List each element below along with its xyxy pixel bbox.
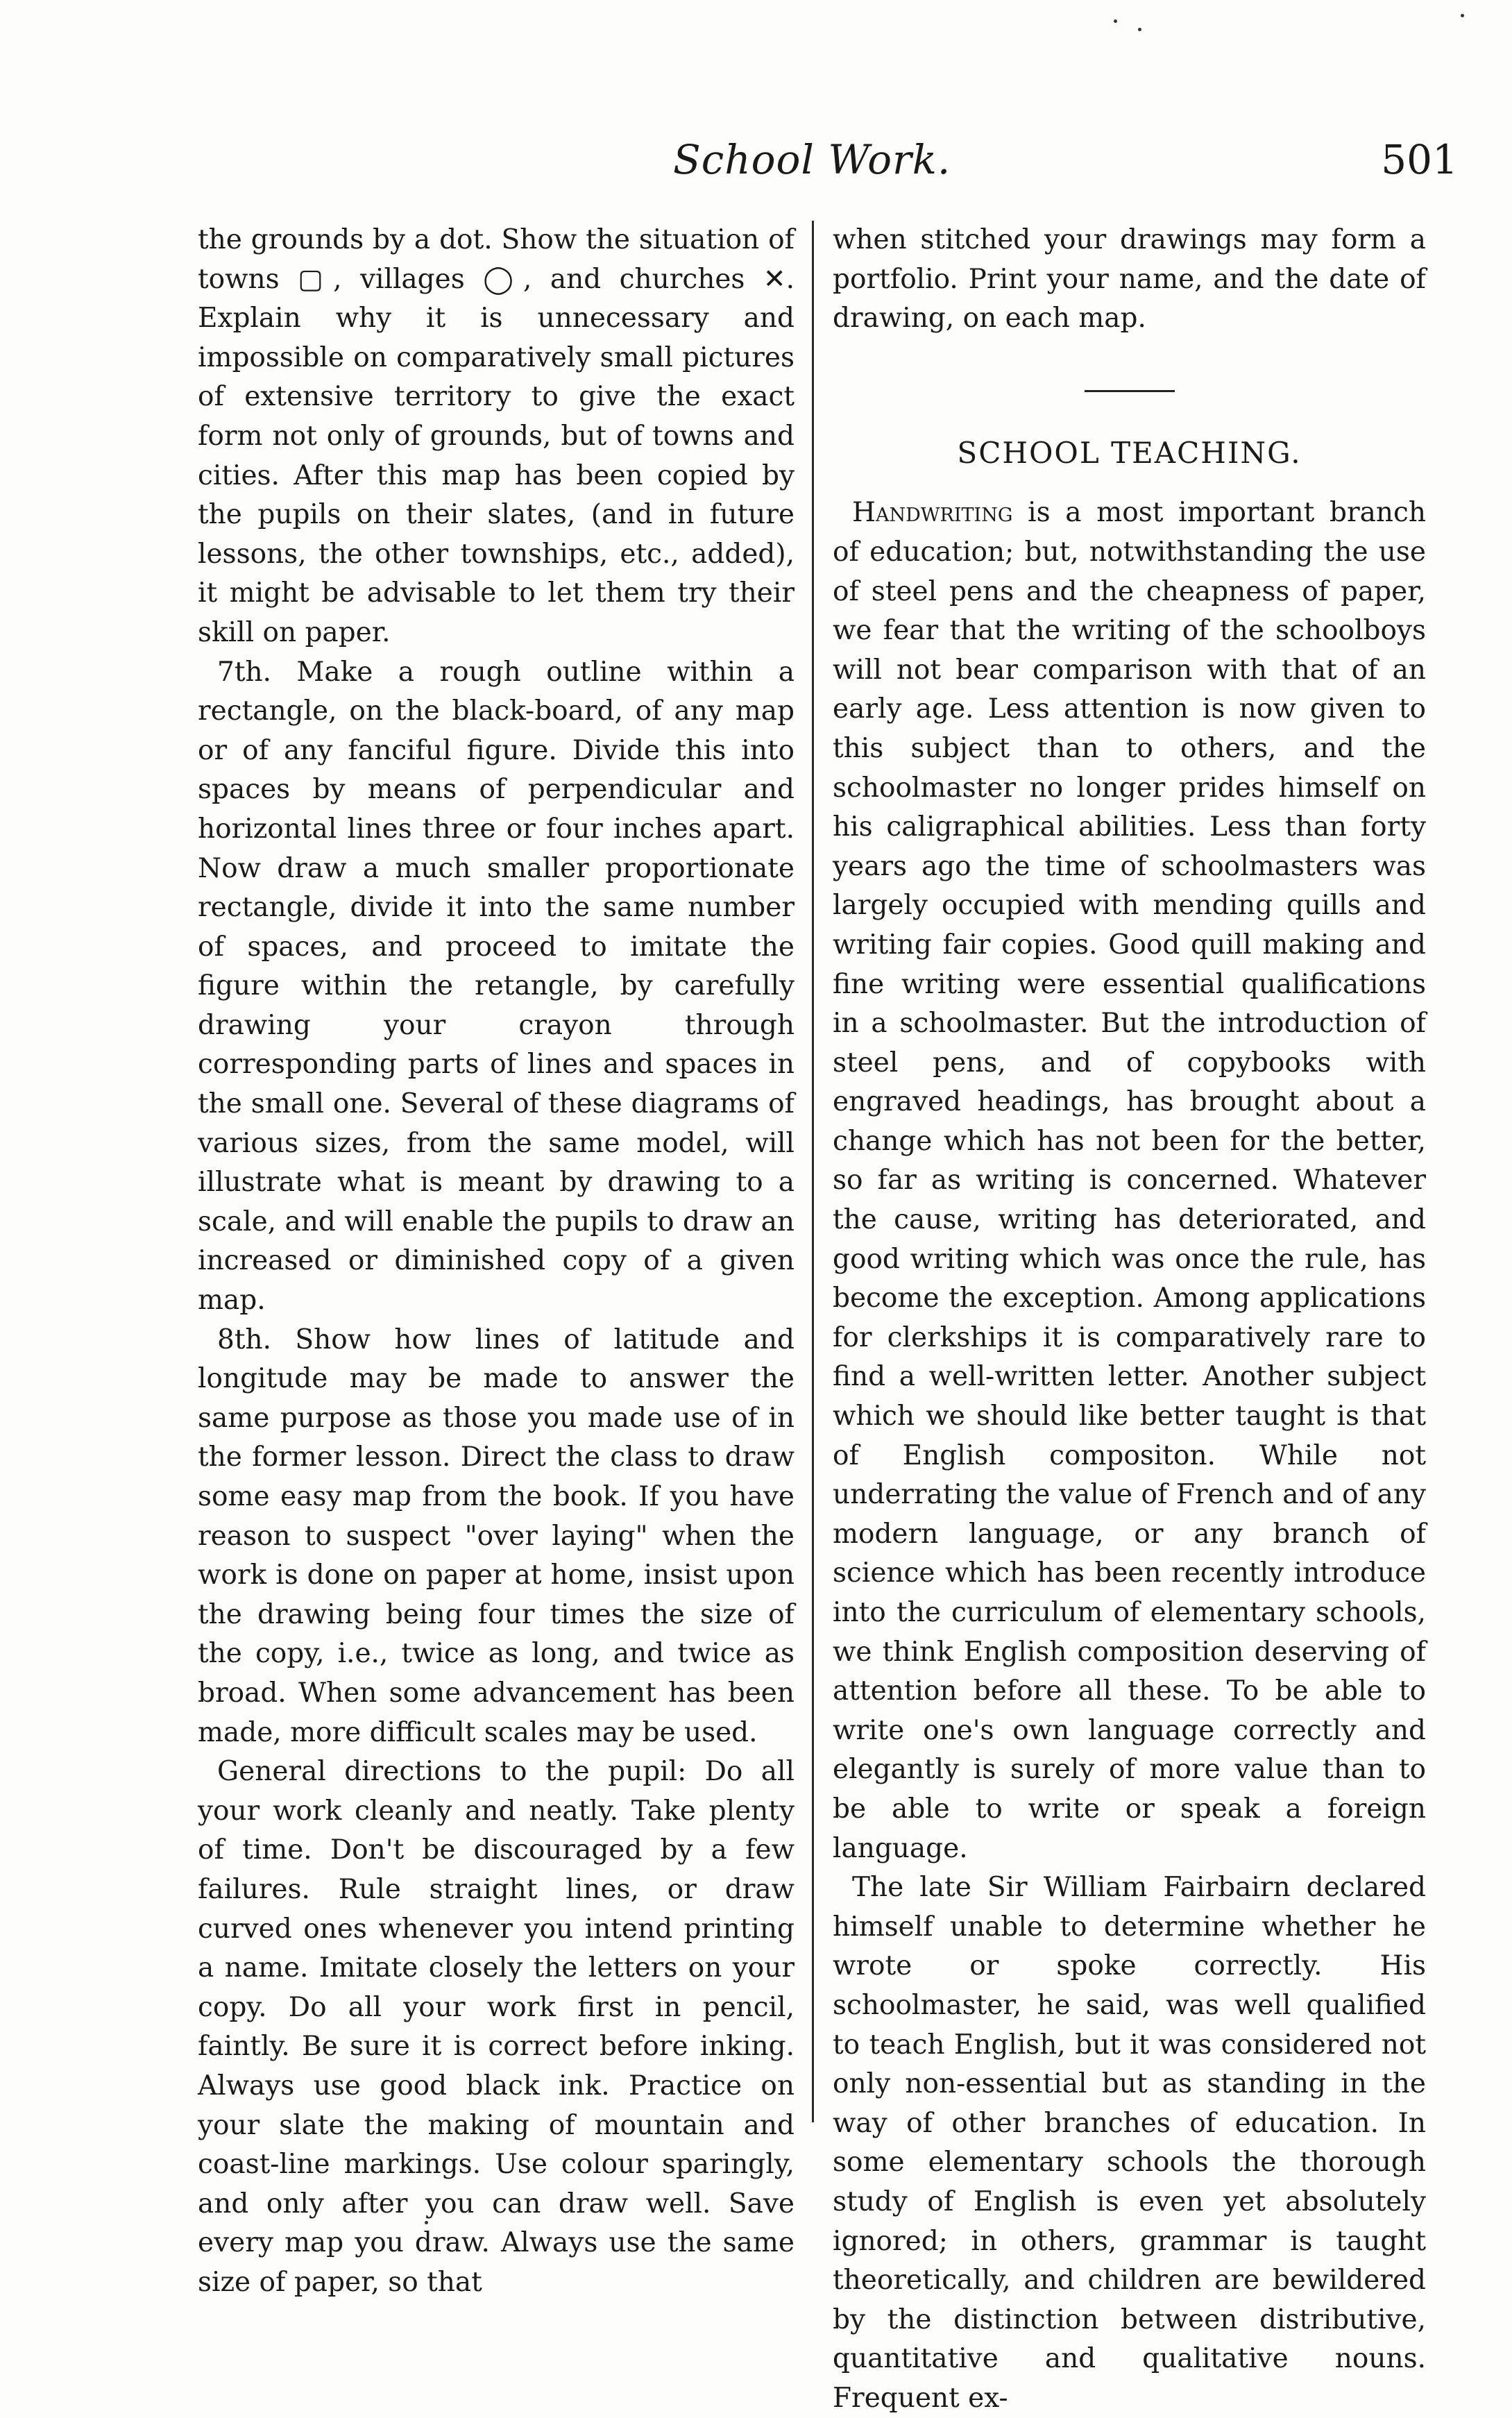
right-column (833, 221, 1426, 2418)
paragraph-grounds: the grounds by a dot. Show the situation of towns ▢, villages ◯, and churches ✕. Explain why it is unnecessary and impossible on comparatively small pictures of extensive territory to give the exact form not only of grounds, but of towns and cities. After this map has been copied by the pupils on their slates, (and in future lessons, the other townships, etc., added), it might be advisable to let them try their skill on paper. (198, 224, 795, 648)
section-divider (1085, 390, 1175, 392)
print-speck (425, 2221, 428, 2224)
paragraph-7th: 7th. Make a rough outline within a rectangle, on the black-board, of any map or of any fanciful figure. Divide this into spaces by means of perpendicular and horizontal lines three or four inches apart. Now draw a much smaller proportionate rectangle, divide it into the same number of spaces, and proceed to imitate the figure within the retangle, by carefully drawing your crayon through corresponding parts of lines and spaces in the small one. Several of these diagrams of various sizes, from the same model, will illustrate what is meant by drawing to a scale, and will enable the pupils to draw an increased or diminished copy of a given map. (198, 656, 795, 1317)
page-header (0, 136, 1512, 192)
paragraph-fairbairn: The late Sir William Fairbairn declared himself unable to determine whether he wrote or spoke correctly. His schoolmaster, he said, was well qualified to teach English, but it was considered not only non-essential but as standing in the way of other branches of education. In some elementary schools the thorough study of English is even yet absolutely ignored; in others, grammar is taught theoretically, and children are bewildered by the distinction between distributive, quantitative and qualitative nouns. Frequent ex- (833, 1872, 1426, 2414)
print-speck (1138, 28, 1141, 31)
column-divider (812, 221, 814, 2122)
paragraph-portfolio: when stitched your drawings may form a portfolio. Print your name, and the date of drawing, on each map. (833, 224, 1426, 335)
section-heading: SCHOOL TEACHING. (957, 435, 1302, 470)
lead-word: Handwriting (852, 497, 1013, 529)
running-title: School Work. (673, 136, 951, 183)
paragraph-8th: 8th. Show how lines of latitude and longitude may be made to answer the same purpose as those you made use of in the former lesson. Direct the class to draw some easy map from the book. If you have reason to suspect "over laying" when the work is done on paper at home, insist upon the drawing being four times the size of the copy, i.e., twice as long, and twice as broad. When some advancement has been made, more difficult scales may be used. (198, 1324, 795, 1748)
page-number: 501 (1381, 136, 1458, 183)
left-column (198, 221, 795, 2302)
print-speck (1461, 14, 1464, 17)
paragraph-handwriting (833, 493, 1426, 1868)
paragraph-handwriting-text: is a most important branch of education; but, notwithstanding the use of steel pens and the cheapness of paper, we fear that the writing of the schoolboys will not bear comparison with that of an early age. Less attention is now given to this subject than to others, and the schoolmaster no longer prides himself on his caligraphical abilities. Less than forty years ago the time of schoolmasters was largely occupied with mending quills and writing fair copies. Good quill making and fine writing were essential qualifications in a schoolmaster. But the introduction of steel pens, and of copybooks with engraved headings, has brought about a change which has not been for the better, so far as writing is concerned. Whatever the cause, writing has deteriorated, and good writing which was once the rule, has become the exception. Among applications for clerkships it is comparatively rare to find a well-written letter. Another subject which we should like better taught is that of English compositon. While not underrating the value of French and of any modern language, or any branch of science which has been recently introduce into the curriculum of elementary schools, we think English composition deserving of attention before all these. To be able to write one's own language correctly and elegantly is surely of more value than to be able to write or speak a foreign language. (833, 497, 1426, 1864)
paragraph-general-directions: General directions to the pupil: Do all your work cleanly and neatly. Take plenty of time. Don't be discouraged by a few failures. Rule straight lines, or draw curved ones whenever you intend printing a name. Imitate closely the letters on your copy. Do all your work first in pencil, faintly. Be sure it is correct before inking. Always use good black ink. Practice on your slate the making of mountain and coast-line markings. Use colour sparingly, and only after you can draw well. Save every map you draw. Always use the same size of paper, so that (198, 1756, 795, 2298)
print-speck (1114, 19, 1117, 23)
